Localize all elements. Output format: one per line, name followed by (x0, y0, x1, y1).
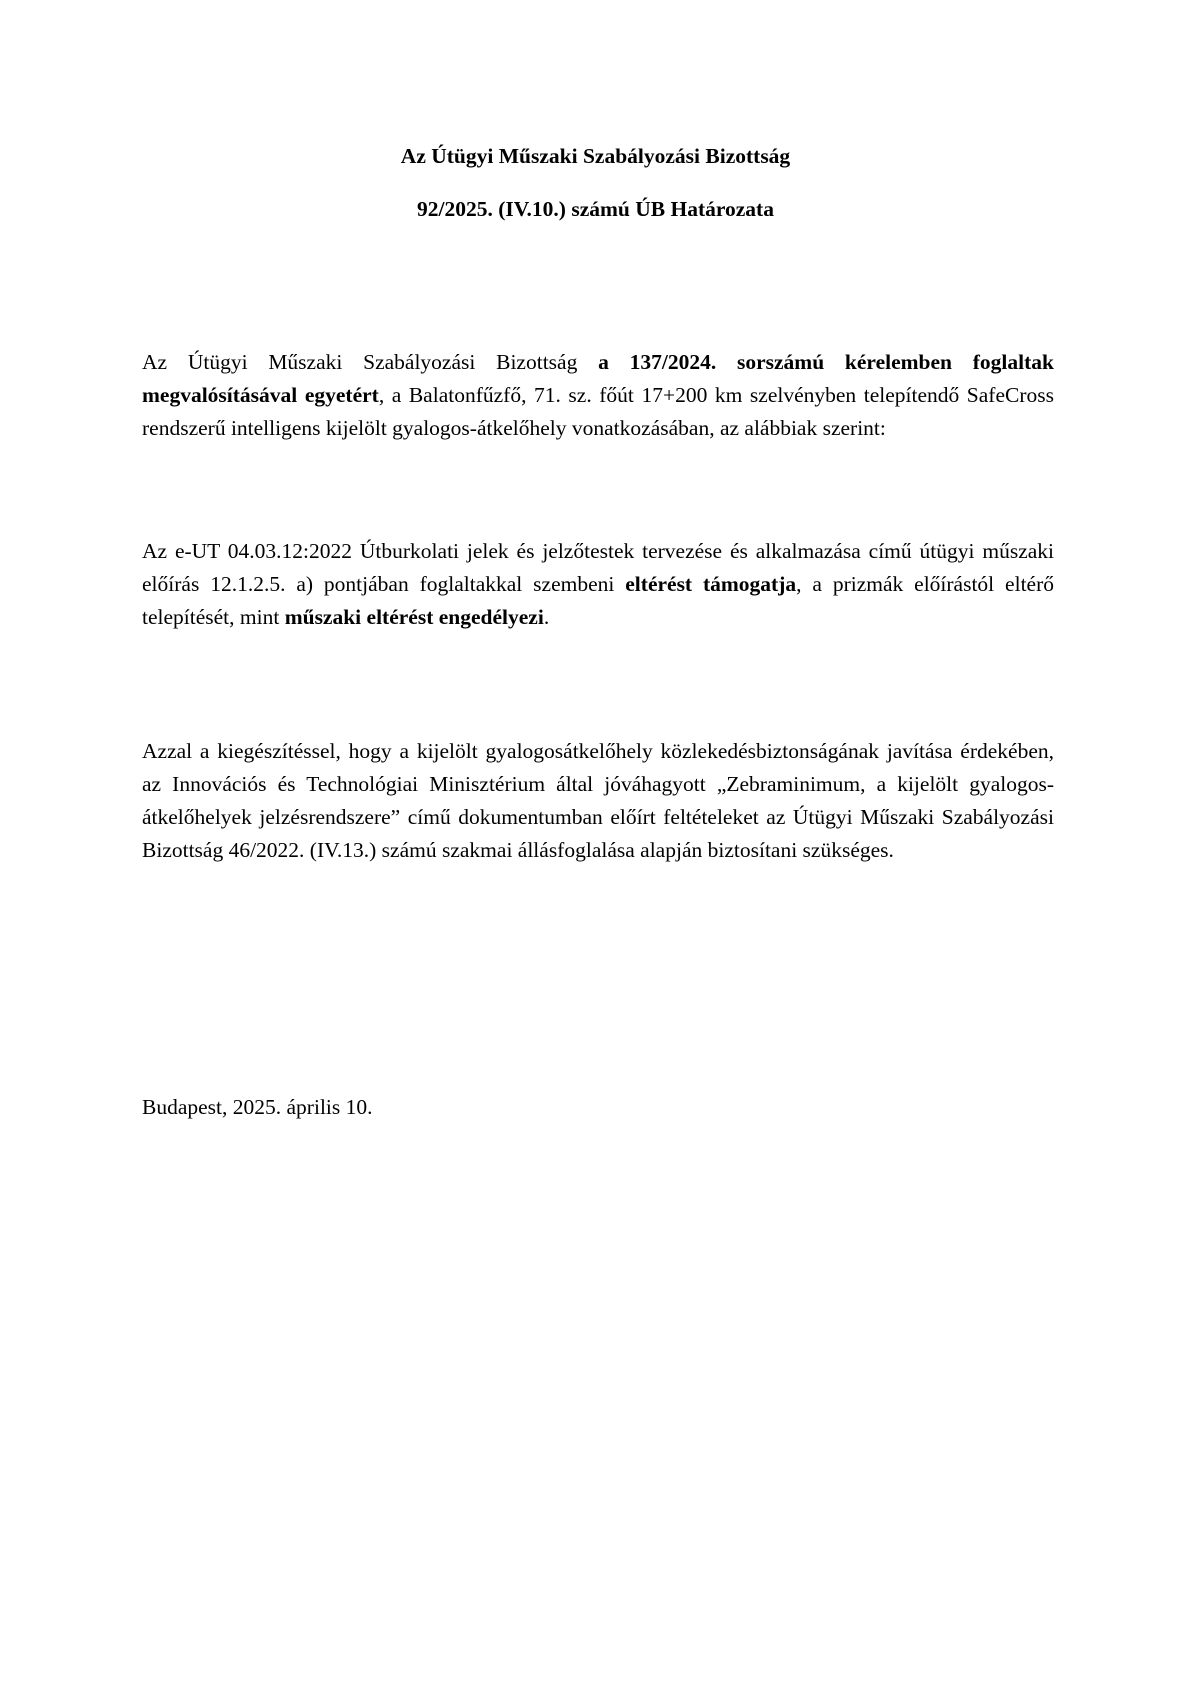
place-and-date: Budapest, 2025. április 10. (142, 1095, 373, 1119)
committee-title: Az Útügyi Műszaki Szabályozási Bizottság (400, 144, 791, 168)
paragraph-deviation-text-3: . (543, 605, 550, 629)
resolution-number: 92/2025. (IV.10.) számú ÚB Határozata (417, 197, 774, 221)
paragraph-deviation (142, 535, 1054, 634)
paragraph-deviation-bold-1: eltérést támogatja (625, 572, 797, 596)
paragraph-approval-text-2: , a Balatonfűzfő, 71. sz. főút 17+200 km szelvényben telepítendő SafeCross rendszerű intelligens kijelölt gyalogos-átkelőhely vonatkozásában, az alábbiak szerint: (142, 383, 1054, 440)
paragraph-deviation-text-2: , a prizmák előírástól eltérő telepítését, mint (142, 572, 1054, 629)
paragraph-deviation-text-1: Az e-UT 04.03.12:2022 Útburkolati jelek és jelzőtestek tervezése és alkalmazása című útügyi műszaki előírás 12.1.2.5. a) pontjában foglaltakkal szembeni (142, 539, 1054, 596)
paragraph-supplement: Azzal a kiegészítéssel, hogy a kijelölt gyalogosátkelőhely közlekedésbiztonságának javítása érdekében, az Innovációs és Technológiai Minisztérium által jóváhagyott „Zebraminimum, a kijelölt gyalogos-átkelőhelyek jelzésrendszere” című dokumentumban előírt feltételeket az Útügyi Műszaki Szabályozási Bizottság 46/2022. (IV.13.) számú szakmai állásfoglalása alapján biztosítani szükséges. (142, 739, 1054, 862)
paragraph-approval-bold: a 137/2024. sorszámú kérelemben foglaltak megvalósításával egyetért (142, 350, 1054, 407)
paragraph-deviation-bold-2: műszaki eltérést engedélyezi (284, 605, 544, 629)
paragraph-approval-text-1: Az Útügyi Műszaki Szabályozási Bizottság (142, 350, 599, 374)
paragraph-approval (142, 346, 1054, 445)
